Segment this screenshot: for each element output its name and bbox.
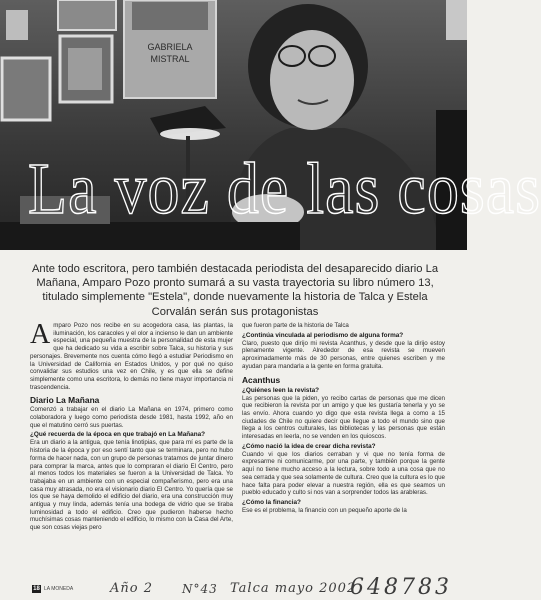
photo-frame-left xyxy=(2,58,50,120)
page-number: 18 xyxy=(33,586,40,592)
article-lede: Ante todo escritora, pero también destacada periodista del desaparecido diario La Mañana, Amparo Pozo pronto sumará a su vasta trayectoria su libro número 13, titulado simplemente "Estela", donde nuevamente la historia de Talca y Estela Corvalán serán sus protagonistas xyxy=(31,263,439,318)
mistral-poster-portrait xyxy=(132,2,208,30)
handwritten-code: 648783 xyxy=(350,575,452,600)
poster-text-line2: MISTRAL xyxy=(150,54,190,64)
answer-3: Las personas que la piden, yo recibo cartas de personas que me dicen que recibieron la revista por un amigo y que les gustaría tenerla y yo se las envío. Ahora cuando yo digo que esta revista llega a como a 15 ciudades de Chile no quiere decir que llegue a todo el mundo sino que llega a los centros culturales, las bibliotecas y las personas que están interesadas en leerla, no se venden en los quioscos. xyxy=(242,394,445,441)
answer-4: Cuando vi que los diarios cerraban y vi que no tenía forma de expresarme ni comunicarme, por una parte, y también porque la gente aquí no tiene mucho acceso a la lectura, sobre todo a una cosa que no sea cerrada y que sea solamente de cultura. Creo que la cultura es lo que hace falta para poder elevar a nuestra región, ella es que seamos un pueblo educado y culto si nos van a sorprender todos las arableras. xyxy=(242,450,445,497)
poster-text-line1: GABRIELA xyxy=(147,42,193,52)
section-title-la-manana: Diario La Mañana xyxy=(30,395,100,406)
intro-text: mparo Pozo nos recibe en su acogedora casa, las plantas, la iluminación, los caracoles y el olor a incienso le dan un ambiente especial, una pequeña muestra de la personalidad de esta mujer que ha dedicado su vida a escribir sobre Talca, su historia y sus personajes. Brevemente nos cuenta cómo llegó a estudiar Periodismo en la Universidad de California en Estados Unidos, y por qué no quiso convalidar sus estudios una vez en Chile, y es que ella se define simplemente como una escritora, lo demás no tiene mayor importancia ni trascendencia. xyxy=(30,322,233,391)
right-edge-light xyxy=(446,0,467,40)
question-2: ¿Continúa vinculada al periodismo de alguna forma? xyxy=(242,331,404,339)
answer-1: Era un diario a la antigua, que tenía linotipias, que para mí es parte de la historia de la época y por eso sentí tanto que se terminara, pero no hubo forma de hacer nada, con un grupo de personas tratamos de juntar dinero para comprar la marca, antes que lo compraran el diario El Centro, pero al menos todos los materiales se fueron a la Universidad de Talca. Yo trabajaba en un ambiente con un especial compañerismo, pero era una casa muy atrasada, no era el visionario diario El Centro. Yo quería que se los que se haya demolido el edificio del diario, era una construcción muy antigua y muy linda, además tenía una bodega de vidrio que se tiraba luminosidad a todo el edificio. Creo que pudieron haberse hecho muchísimas cosas manteniendo el edificio, lo mismo con la Casa del Arte, que son cosas viejas pero xyxy=(30,439,233,532)
magazine-name: LA MONEDA xyxy=(44,586,74,592)
question-5: ¿Cómo la financia? xyxy=(242,498,301,506)
section-la-manana-text: Comenzó a trabajar en el diario La Mañana en 1974, primero como colaboradora y luego como periodista desde 1981, hasta 1992, año en que el matutino cerró sus puertas. xyxy=(30,406,233,429)
question-4: ¿Cómo nació la idea de crear dicha revista? xyxy=(242,442,376,450)
section-title-acanthus: Acanthus xyxy=(242,374,281,385)
photo-frame-image xyxy=(68,48,102,90)
column-continuation: que fueron parte de la historia de Talca xyxy=(242,322,349,329)
handwritten-city xyxy=(230,581,356,596)
article-headline: La voz de las cosas xyxy=(28,147,541,230)
column-right xyxy=(242,322,445,517)
drop-cap: A xyxy=(30,319,51,350)
answer-2: Claro, puesto que dirijo mi revista Acanthus, y desde que la dirijo estoy plenamente vigente. Alrededor de esa revista se mueven aproximadamente más de 30 personas, entre quienes escriben y me ayudan para mandarla a la gente en forma gratuita. xyxy=(242,339,445,370)
intro-paragraph xyxy=(30,319,233,391)
answer-5: Ese es el problema, la financio con un pequeño aporte de la xyxy=(242,506,407,514)
article-photo xyxy=(0,0,541,250)
woman-face xyxy=(270,30,354,130)
column-left xyxy=(30,319,233,534)
handwritten-date: mayo 2002 xyxy=(274,581,357,596)
question-3: ¿Quiénes leen la revista? xyxy=(242,386,320,394)
photo-frame-small xyxy=(6,10,28,40)
photo-frame-top xyxy=(58,0,116,30)
handwritten-city-name: Talca xyxy=(230,581,270,596)
handwritten-issue: N°43 xyxy=(182,582,218,596)
question-1: ¿Qué recuerda de la época en que trabajó en La Mañana? xyxy=(30,431,206,439)
page-footer xyxy=(0,575,467,600)
handwritten-year: Año 2 xyxy=(110,581,153,596)
